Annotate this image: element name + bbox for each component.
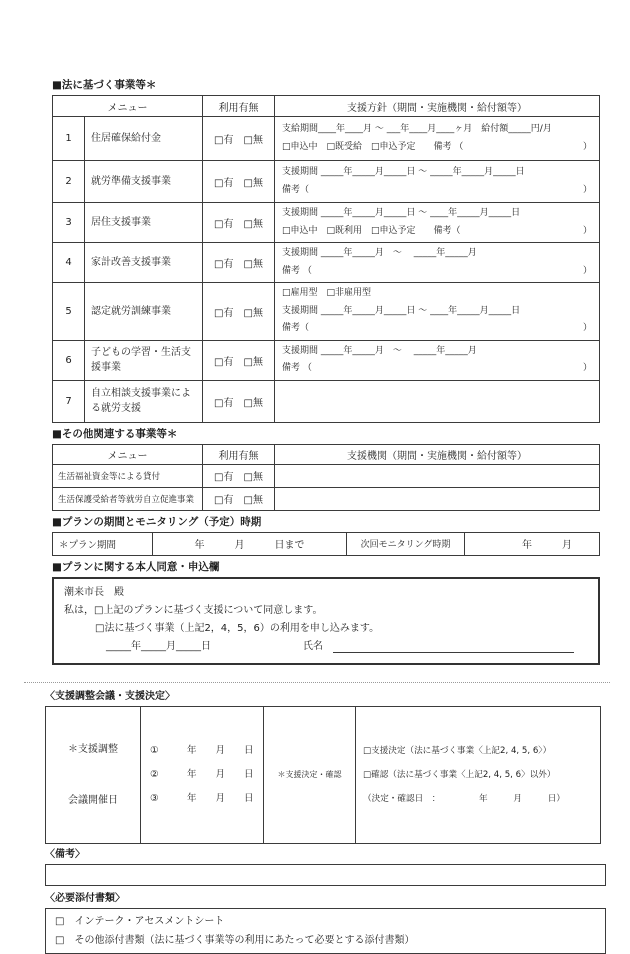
- menu-name: 住居確保給付金: [85, 117, 203, 161]
- support-policy-cell[interactable]: 支援期間 _____年_____月 ～ _____年_____月 備考 （ ）: [275, 243, 600, 283]
- col-header-policy: 支援方針（期間・実施機関・給付額等）: [275, 96, 600, 117]
- decision-label: ＊支援決定・確認: [264, 706, 356, 843]
- support-policy-cell[interactable]: 支援期間 _____年_____月_____日 ～ ____年_____月_____日 □申込中 □既利用 □申込予定 備考（ ）: [275, 203, 600, 243]
- decision-checkboxes[interactable]: □支援決定（法に基づく事業〈上記2, 4, 5, 6〉） □確認（法に基づく事業〈上記2, 4, 5, 6〉以外） （決定・確認日 ： 年 月 日）: [356, 706, 601, 843]
- usage-checkboxes[interactable]: □有 □無: [203, 487, 275, 510]
- col-header-org: 支援機関（期間・実施機関・給付額等）: [275, 444, 600, 464]
- meeting-date-label: ＊支援調整 会議開催日: [46, 706, 141, 843]
- support-policy-cell[interactable]: □雇用型 □非雇用型 支援期間 _____年_____月_____日 ～ ____年_____月_____日 備考（ ）: [275, 283, 600, 341]
- attachment-checkbox-item[interactable]: □ インテーク・アセスメントシート: [55, 915, 225, 927]
- signature-row: [64, 638, 588, 656]
- other-row-2: [53, 487, 600, 510]
- row-number: 1: [53, 117, 85, 161]
- row-number: 4: [53, 243, 85, 283]
- section-title-law-programs: ■法に基づく事業等＊: [52, 79, 157, 91]
- plan-period-table: [52, 532, 600, 556]
- menu-name: 生活保護受給者等就労自立促進事業: [53, 487, 203, 510]
- next-monitoring-value[interactable]: 年 月: [465, 532, 600, 555]
- attachments-box: [45, 908, 606, 954]
- attachment-checkbox-item[interactable]: □ その他添付書類（法に基づく事業等の利用にあたって必要とする添付書類）: [55, 934, 415, 946]
- law-row-3: [53, 203, 600, 243]
- next-monitoring-label: 次回モニタリング時期: [347, 532, 465, 555]
- section-title-meeting: 〈支援調整会議・支援決定〉: [45, 690, 175, 702]
- support-org-cell[interactable]: [275, 464, 600, 487]
- section-title-remarks: 〈備考〉: [45, 848, 85, 860]
- meeting-row: [46, 706, 601, 843]
- usage-checkboxes[interactable]: □有 □無: [203, 340, 275, 380]
- row-number: 3: [53, 203, 85, 243]
- law-row-2: [53, 161, 600, 203]
- remarks-input-box[interactable]: [45, 864, 606, 886]
- consent-checkbox-line[interactable]: 私は，□上記のプランに基づく支援について同意します。: [64, 604, 323, 616]
- support-policy-cell[interactable]: 支給期間____年____月 ～ ___年____月____ヶ月 給付額_____円/月 □申込中 □既受給 □申込予定 備考 （ ）: [275, 117, 600, 161]
- menu-name: 自立相談支援事業による就労支援: [85, 380, 203, 422]
- row-number: 5: [53, 283, 85, 341]
- application-checkbox-line[interactable]: □法に基づく事業（上記2，4，5，6）の利用を申し込みます。: [95, 622, 380, 634]
- meeting-date-blanks[interactable]: ① 年 月 日 ② 年 月 日 ③ 年 月 日: [141, 706, 264, 843]
- consent-box: [52, 577, 600, 665]
- menu-name: 就労準備支援事業: [85, 161, 203, 203]
- meeting-decision-table: [45, 706, 601, 844]
- law-table-header: [53, 96, 600, 117]
- menu-name: 認定就労訓練事業: [85, 283, 203, 341]
- usage-checkboxes[interactable]: □有 □無: [203, 117, 275, 161]
- addressee: 潮来市長 殿: [64, 586, 124, 598]
- col-header-usage: 利用有無: [203, 444, 275, 464]
- usage-checkboxes[interactable]: □有 □無: [203, 283, 275, 341]
- section-title-consent: ■プランに関する本人同意・申込欄: [52, 560, 220, 573]
- section-title-plan-period: ■プランの期間とモニタリング（予定）時期: [52, 515, 262, 528]
- signature-line[interactable]: [333, 639, 574, 653]
- col-header-menu: メニュー: [53, 96, 203, 117]
- usage-checkboxes[interactable]: □有 □無: [203, 380, 275, 422]
- support-policy-cell[interactable]: 支援期間 _____年_____月_____日 ～ _____年_____月_____日 備考（ ）: [275, 161, 600, 203]
- dotted-divider: [24, 682, 610, 683]
- support-policy-cell-empty: [275, 380, 600, 422]
- other-table-header: [53, 444, 600, 464]
- date-blanks[interactable]: _____年_____月_____日: [106, 640, 211, 652]
- plan-period-label: ＊プラン期間: [53, 532, 153, 555]
- section-title-attachments: 〈必要添付書類〉: [45, 892, 125, 904]
- menu-name: 生活福祉資金等による貸付: [53, 464, 203, 487]
- other-programs-table: [52, 444, 600, 511]
- col-header-usage: 利用有無: [203, 96, 275, 117]
- usage-checkboxes[interactable]: □有 □無: [203, 243, 275, 283]
- plan-period-row: [53, 532, 600, 555]
- law-row-5: [53, 283, 600, 341]
- name-label: 氏名: [303, 640, 323, 652]
- usage-checkboxes[interactable]: □有 □無: [203, 203, 275, 243]
- menu-name: 居住支援事業: [85, 203, 203, 243]
- row-number: 7: [53, 380, 85, 422]
- support-policy-cell[interactable]: 支援期間 _____年_____月 ～ _____年_____月 備考 （ ）: [275, 340, 600, 380]
- row-number: 2: [53, 161, 85, 203]
- law-row-4: [53, 243, 600, 283]
- section-title-other-programs: ■その他関連する事業等＊: [52, 427, 178, 440]
- law-row-6: [53, 340, 600, 380]
- menu-name: 子どもの学習・生活支援事業: [85, 340, 203, 380]
- plan-period-value[interactable]: 年 月 日まで: [153, 532, 347, 555]
- law-programs-table: [52, 95, 600, 423]
- usage-checkboxes[interactable]: □有 □無: [203, 464, 275, 487]
- menu-name: 家計改善支援事業: [85, 243, 203, 283]
- law-row-7: [53, 380, 600, 422]
- other-row-1: [53, 464, 600, 487]
- col-header-menu: メニュー: [53, 444, 203, 464]
- usage-checkboxes[interactable]: □有 □無: [203, 161, 275, 203]
- row-number: 6: [53, 340, 85, 380]
- support-org-cell[interactable]: [275, 487, 600, 510]
- law-row-1: [53, 117, 600, 161]
